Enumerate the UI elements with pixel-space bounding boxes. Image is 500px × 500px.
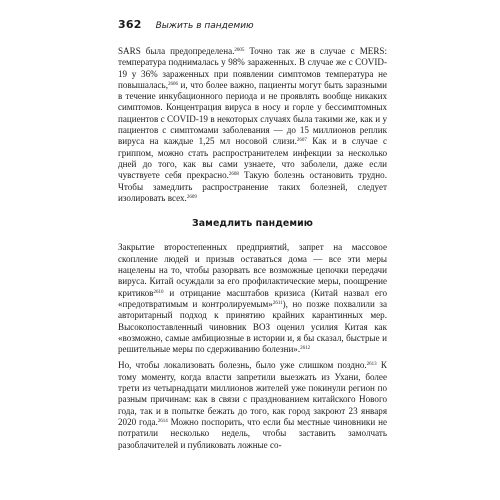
text-run: Но, чтобы локализовать болезнь, было уже слишком поздно. bbox=[118, 360, 367, 371]
text-run: Такую болезнь остановить трудно. Чтобы замедлить распространение таких болезней, следует изолировать всех. bbox=[118, 170, 387, 203]
footnote-ref: 2607 bbox=[296, 138, 307, 144]
footnote-ref: 2614 bbox=[157, 418, 168, 424]
footnote-ref: 2613 bbox=[366, 362, 377, 368]
footnote-ref: 2612 bbox=[300, 346, 311, 352]
text-run: Закрытие второстепенных предприятий, запрет на массовое скопление людей и призыв оставаться дома — все эти меры нацелены на то, чтобы разорвать все возможные цепочки передачи вируса. Китай осуждали за его профилактические меры, поощрение критиков bbox=[118, 242, 387, 298]
paragraph bbox=[118, 360, 387, 450]
footnote-ref: 2605 bbox=[234, 48, 245, 53]
page-number: 362 bbox=[118, 18, 142, 31]
text-run: и отрицание масштабов кризиса (Китай назвал его «предотвратимым и контролируемым» bbox=[118, 287, 387, 309]
text-run: ), но позже похвалили за авторитарный подход к принятию крайних карантинных мер. Высокопоставленный чиновник ВОЗ оценил усилия Китая как «возможно, самые амбициозные в истории и, я бы сказал, быстрые и решительные меры по сдерживанию болезни». bbox=[118, 298, 387, 355]
paragraph bbox=[118, 46, 387, 204]
text-run: К тому моменту, когда власти запретили выезжать из Ухани, более трети из четырнадцати миллионов жителей уже покинули регион по разным причинам: как в связи с празднованием китайского Нового года, так и в попытке бежать до того, как город закроют 23 января 2020 года. bbox=[118, 360, 387, 427]
footnote-ref: 2609 bbox=[186, 194, 197, 200]
text-run: Можно поспорить, что если бы местные чиновники не потратили несколько недель, чтобы заставить замолчать разоблачителей и публиковать ложные со- bbox=[118, 416, 387, 450]
footnote-ref: 2610 bbox=[153, 289, 164, 295]
text-run: Точно так же в случае с MERS: температура поднималась у 98% зараженных. В случае же с COVID-19 у 36% зараженных при появлении симптомов температура не повышалась, bbox=[118, 46, 387, 90]
running-title: Выжить в пандемию bbox=[155, 21, 254, 31]
page-header bbox=[118, 18, 382, 32]
text-run: SARS была предопределена. bbox=[118, 46, 235, 56]
paragraph bbox=[118, 242, 387, 355]
footnote-ref: 2611 bbox=[272, 300, 283, 306]
text-run: и, что более важно, пациенты могут быть заразными в течение инкубационного периода и не проявлять вообще никаких симптомов. Концентрация вируса в носу и горле у бессимптомных пациентов с COVID-19 в некоторых случаях была такими же, как и у пациентов с симптомами заболевания — до 15 миллионов реплик вируса на каждые 1,25 мл носовой слизи. bbox=[118, 79, 387, 147]
footnote-ref: 2606 bbox=[167, 81, 178, 87]
page-body bbox=[118, 46, 387, 451]
footnote-ref: 2608 bbox=[228, 172, 239, 178]
section-heading: Замедлить пандемию bbox=[192, 218, 313, 230]
text-run: Как и в случае с гриппом, можно стать распространителем инфекции за несколько дней до того, как вы сами узнаете, что заболели, даже если чувствуете себя прекрасно. bbox=[118, 136, 388, 181]
